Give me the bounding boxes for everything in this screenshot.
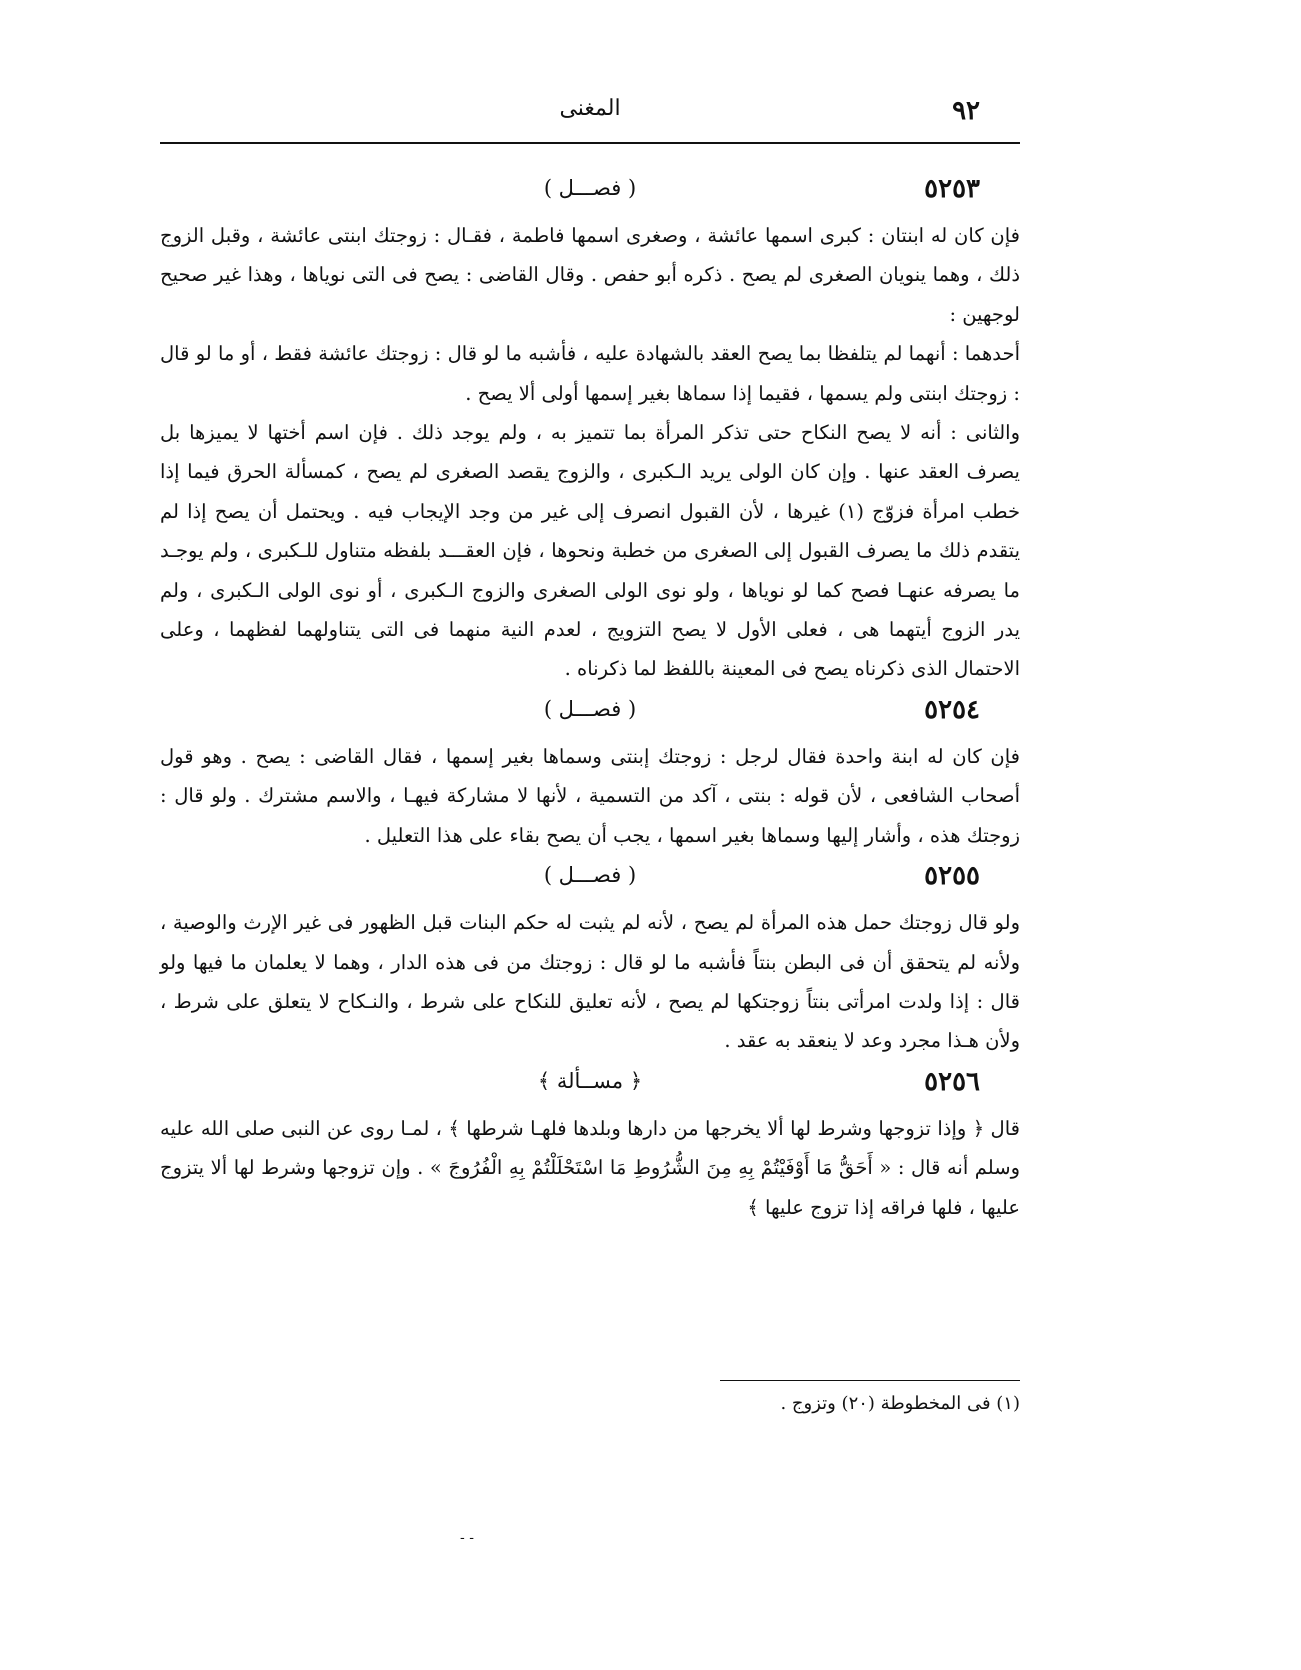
header-rule	[160, 142, 1020, 144]
section-title: ( فصـــل )	[543, 863, 637, 888]
section-number: ٥٢٥٤	[924, 694, 980, 725]
section-title: ﴿ مســألة ﴾	[537, 1068, 643, 1093]
page-header	[160, 88, 1020, 144]
section-heading	[160, 1067, 1020, 1103]
section-number: ٥٢٥٦	[924, 1066, 980, 1097]
section-title: ( فصـــل )	[543, 176, 637, 200]
section-heading	[160, 695, 1020, 731]
section-heading	[160, 174, 1020, 210]
footnote: (١) فى المخطوطة (٢٠) وتزوج .	[780, 1393, 1020, 1414]
bottom-mark: - -	[460, 1530, 474, 1546]
footnotes	[160, 1380, 1020, 1414]
paragraph: أحدهما : أنهما لم يتلفظا بما يصح العقد بالشهادة عليه ، فأشبه ما لو قال : زوجتك عائشة فقط ، أو ما لو قال : زوجتك ابنتى ولم يسمها ، فقيما إذا سماها بغير إسمها أولى ألا يصح .	[160, 342, 1020, 405]
footnote-rule	[720, 1380, 1020, 1381]
paragraph: قال ﴿ وإذا تزوجها وشرط لها ألا يخرجها من دارها وبلدها فلهـا شرطها ﴾ ، لمـا روى عن النبى صلى الله عليه وسلم أنه قال : « أَحَقُّ مَا أَوْفَيْتُمْ بِهِ مِنَ الشُّرُوطِ مَا اسْتَحْلَلْتُمْ بِهِ الْفُرُوجَ » . وإن تزوجها وشرط لها ألا يتزوج عليها ، فلها فراقه إذا تزوج عليها ﴾	[160, 1116, 1020, 1219]
paragraph: فإن كان له ابنتان : كبرى اسمها عائشة ، وصغرى اسمها فاطمة ، فقـال : زوجتك ابنتى عائشة ، وقبل الزوج ذلك ، وهما ينويان الصغرى لم يصح . ذكره أبو حفص . وقال القاضى : يصح فى التى نوياها ، وهذا غير صحيح لوجهين :	[160, 224, 1021, 326]
paragraph: فإن كان له ابنة واحدة فقال لرجل : زوجتك إبنتى وسماها بغير إسمها ، فقال القاضى : يصح . وهو قول أصحاب الشافعى ، لأن قوله : بنتى ، آكد من التسمية ، لأنها لا مشاركة فيهـا ، والاسم مشترك . ولو قال : زوجتك هذه ، وأشار إليها وسماها بغير اسمها ، يجب أن يصح بقاء على هذا التعليل .	[160, 744, 1020, 847]
paragraph: والثانى : أنه لا يصح النكاح حتى تذكر المرأة بما تتميز به ، ولم يوجد ذلك . فإن اسم أختها لا يميزها بل يصرف العقد عنها . وإن كان الولى يريد الـكبرى ، والزوج يقصد الصغرى لم يصح ، كمسألة الحرق فيما إذا خطب امرأة فزوّج (١) غيرها ، لأن القبول انصرف إلى غير من وجد الإيجاب فيه . ويحتمل أن يصح إذا لم يتقدم ذلك ما يصرف القبول إلى الصغرى من خطبة ونحوها ، فإن العقـــد بلفظه متناول للـكبرى ، ولم يوجـد ما يصرفه عنهـا فصح كما لو نوياها ، ولو نوى الولى الصغرى والزوج الـكبرى ، أو نوى الولى الـكبرى ، ولم يدر الزوج أيتهما هى ، فعلى الأول لا يصح التزويج ، لعدم النية منهما فى التى يتناولهما لفظهما ، وعلى الاحتمال الذى ذكرناه يصح فى المعينة باللفظ لما ذكرناه .	[160, 421, 1020, 681]
running-title: المغنى	[559, 96, 621, 121]
section-title: ( فصـــل )	[543, 696, 637, 721]
section-heading	[160, 861, 1020, 897]
paragraph: ولو قال زوجتك حمل هذه المرأة لم يصح ، لأنه لم يثبت له حكم البنات قبل الظهور فى غير الإرث والوصية ، ولأنه لم يتحقق أن فى البطن بنتاً فأشبه ما لو قال : زوجتك من فى هذه الدار ، وهما لا يعلمان ما فيها ولو قال : إذا ولدت امرأتى بنتاً زوجتكها لم يصح ، لأنه تعليق للنكاح على شرط ، والنـكاح لا يتعلق على شرط ، ولأن هـذا مجرد وعد لا ينعقد به عقد .	[160, 911, 1020, 1053]
section-number: ٥٢٥٥	[924, 861, 980, 892]
page-body	[160, 168, 1020, 1227]
page-number: ٩٢	[952, 96, 980, 126]
section-number: ٥٢٥٣	[924, 174, 980, 204]
